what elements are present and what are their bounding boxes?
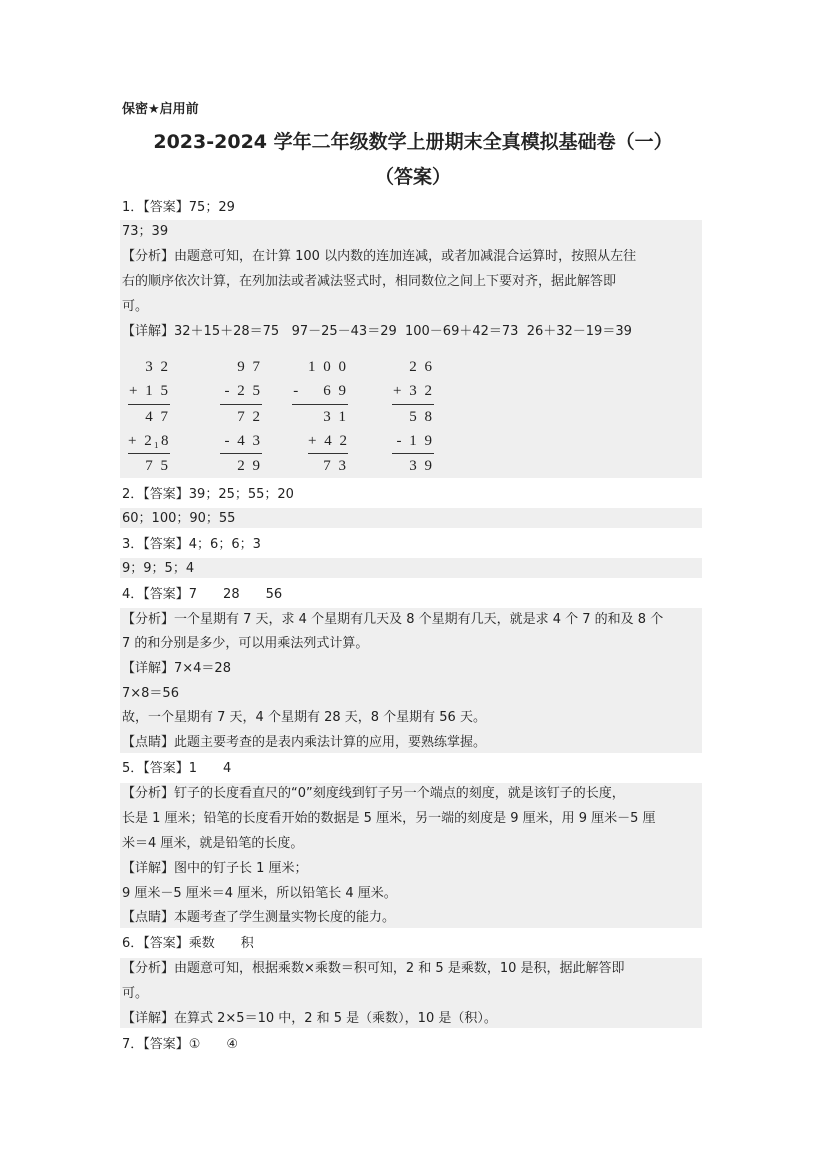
calc-row: 7 5 [145,458,170,475]
q6-analysis: 可。 [122,986,149,1001]
vertical-calc-4 [392,355,434,478]
page-subtitle: （答案） [374,166,451,188]
calc-row: 3 9 [409,458,434,475]
q1-analysis: 可。 [122,299,149,314]
q5-answer: 5．【答案】1 4 [122,761,232,776]
calc-row: 1 0 0 [308,359,348,375]
q1-answer-cont: 73；39 [122,224,169,239]
q7-answer: 7．【答案】① ④ [122,1037,239,1052]
calc-row: + 3 2 [392,379,434,404]
calc-row: 9 7 [237,359,262,375]
q5-analysis: 长是 1 厘米；铅笔的长度看开始的数据是 5 厘米，另一端的刻度是 9 厘米，用 9 厘米－5 厘 [122,811,656,826]
calc-row: 7 3 [323,458,348,475]
calc-row: - 1 9 [392,429,434,454]
q2-answer-cont: 60；100；90；55 [122,511,236,526]
q1-answer: 1．【答案】75；29 [122,200,235,215]
q4-detail: 故，一个星期有 7 天，4 个星期有 28 天，8 个星期有 56 天。 [122,710,486,725]
calc-row: 2 9 [237,458,262,475]
q5-detail: 【详解】图中的钉子长 1 厘米； [122,861,308,876]
calc-row: 4 7 [145,408,170,425]
vertical-calc-3 [292,355,348,478]
q6-detail: 【详解】在算式 2×5＝10 中，2 和 5 是（乘数），10 是（积）。 [122,1011,497,1026]
calc-row: + 1 5 [128,379,170,404]
q4-analysis: 【分析】一个星期有 7 天，求 4 个星期有几天及 8 个星期有几天，就是求 4 个 7 的和及 8 个 [122,612,664,627]
calc-row: - 4 3 [220,429,262,454]
q5-block [120,783,702,928]
calc-row: 3 1 [323,408,348,425]
calc-row: 2 6 [409,359,434,375]
q6-analysis: 【分析】由题意可知，根据乘数×乘数＝积可知，2 和 5 是乘数，10 是积，据此解答即 [122,961,625,976]
q4-analysis: 7 的和分别是多少，可以用乘法列式计算。 [122,636,369,651]
q2-answer: 2．【答案】39；25；55；20 [122,487,294,502]
q3-answer: 3．【答案】4；6；6；3 [122,537,261,552]
q3-block [120,558,702,578]
q4-answer: 4．【答案】7 28 56 [122,587,283,602]
calc-row: + 4 2 [308,429,348,454]
vertical-calc-2 [220,355,262,478]
q1-analysis: 【分析】由题意可知，在计算 100 以内数的连加连减，或者加减混合运算时，按照从左往 [122,249,637,264]
confidential-label: 保密★启用前 [122,102,199,117]
q5-detail: 9 厘米－5 厘米＝4 厘米，所以铅笔长 4 厘米。 [122,886,397,901]
vertical-calc-1 [128,355,170,478]
calc-row: 5 8 [409,408,434,425]
q4-detail: 【详解】7×4＝28 [122,661,231,676]
calc-row: 7 2 [237,408,262,425]
q5-analysis: 【分析】钉子的长度看直尺的“0”刻度线到钉子另一个端点的刻度，就是该钉子的长度， [122,786,625,801]
calc-row: - 2 5 [220,379,262,404]
page-title: 2023-2024 学年二年级数学上册期末全真模拟基础卷（一） [153,131,673,153]
q5-tip: 【点睛】本题考查了学生测量实物长度的能力。 [122,910,396,925]
q4-detail: 7×8＝56 [122,686,179,701]
calc-row: 3 2 [145,359,170,375]
q4-tip: 【点睛】此题主要考查的是表内乘法计算的应用，要熟练掌握。 [122,735,487,750]
q5-analysis: 米＝4 厘米，就是铅笔的长度。 [122,836,304,851]
q1-analysis: 右的顺序依次计算，在列加法或者减法竖式时，相同数位之间上下要对齐，据此解答即 [122,274,617,289]
q6-answer: 6．【答案】乘数 积 [122,936,254,951]
calc-row: - 6 9 [292,379,348,404]
q1-detail: 【详解】32＋15＋28＝75 97－25－43＝29 100－69＋42＝73 26＋32－19＝39 [122,324,632,339]
q3-answer-cont: 9；9；5；4 [122,561,195,576]
calc-row: + 2₁8 [128,429,170,454]
